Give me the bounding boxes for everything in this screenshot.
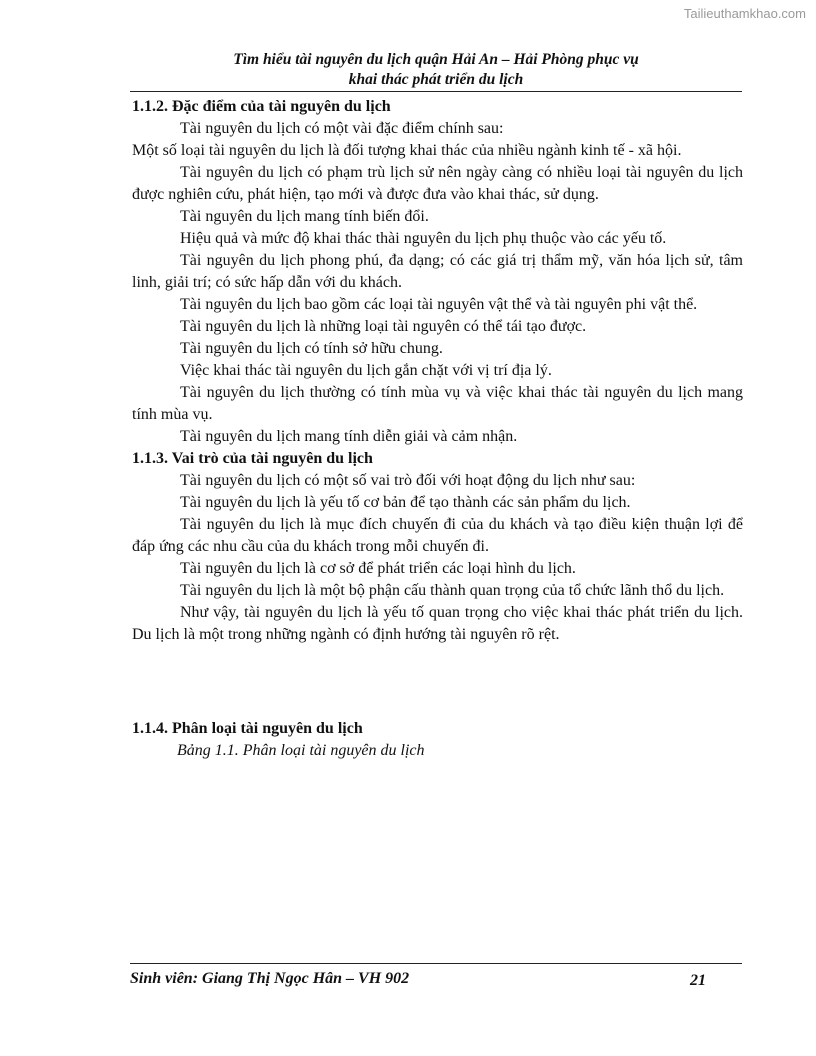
heading-1-1-3: 1.1.3. Vai trò của tài nguyên du lịch [132,450,373,467]
footer-student: Sinh viên: Giang Thị Ngọc Hân – VH 902 [130,970,410,987]
paragraph: Việc khai thác tài nguyên du lịch gắn chặt với vị trí địa lý. [180,362,552,379]
paragraph: Tài nguyên du lịch bao gồm các loại tài nguyên vật thể và tài nguyên phi vật thể. [180,296,698,313]
paragraph: Tài nguyên du lịch là mục đích chuyến đi của du khách và tạo điều kiện thuận lợi để đáp ứng các nhu cầu của du khách trong mỗi chuyến đi. [132,516,743,555]
paragraph: Tài nguyên du lịch có một vài đặc điểm chính sau: [180,120,504,137]
paragraph: Tài nguyên du lịch là cơ sở để phát triển các loại hình du lịch. [180,560,576,577]
paragraph: Tài nguyên du lịch mang tính biến đổi. [180,208,429,225]
watermark: Tailieuthamkhao.com [683,6,806,21]
paragraph: Tài nguyên du lịch mang tính diễn giải và cảm nhận. [180,428,518,445]
heading-1-1-4: 1.1.4. Phân loại tài nguyên du lịch [132,720,363,737]
paragraph: Tài nguyên du lịch có một số vai trò đối với hoạt động du lịch như sau: [180,472,636,489]
paragraph: Tài nguyên du lịch là những loại tài nguyên có thể tái tạo được. [180,318,587,335]
paragraph: Tài nguyên du lịch thường có tính mùa vụ và việc khai thác tài nguyên du lịch mang tính mùa vụ. [132,384,743,423]
document-body [132,96,743,762]
paragraph: Tài nguyên du lịch phong phú, đa dạng; có các giá trị thẩm mỹ, văn hóa lịch sử, tâm linh, giải trí; có sức hấp dẫn với du khách. [132,252,743,291]
footer-divider [130,963,742,964]
section-gap [132,646,743,718]
header-line-1: Tìm hiểu tài nguyên du lịch quận Hải An – Hải Phòng phục vụ [233,51,639,68]
paragraph: Tài nguyên du lịch là một bộ phận cấu thành quan trọng của tổ chức lãnh thổ du lịch. [180,582,725,599]
header-line-2: khai thác phát triển du lịch [348,71,524,88]
header-divider [130,91,742,92]
paragraph: Như vậy, tài nguyên du lịch là yếu tố quan trọng cho việc khai thác phát triển du lịch. Du lịch là một trong những ngành có định hướng tài nguyên rõ rệt. [132,604,743,643]
paragraph: Hiệu quả và mức độ khai thác thài nguyên du lịch phụ thuộc vào các yếu tố. [180,230,667,247]
paragraph: Tài nguyên du lịch là yếu tố cơ bản để tạo thành các sản phẩm du lịch. [180,494,631,511]
table-caption: Bảng 1.1. Phân loại tài nguyên du lịch [177,742,425,759]
paragraph: Tài nguyên du lịch có tính sở hữu chung. [180,340,443,357]
paragraph: Một số loại tài nguyên du lịch là đối tượng khai thác của nhiều ngành kinh tế - xã hội. [132,142,682,159]
page-header [130,50,742,90]
heading-1-1-2: 1.1.2. Đặc điểm của tài nguyên du lịch [132,98,391,115]
paragraph: Tài nguyên du lịch có phạm trù lịch sử nên ngày càng có nhiều loại tài nguyên du lịch được nghiên cứu, phát hiện, tạo mới và được đưa vào khai thác, sử dụng. [132,164,743,203]
page-number: 21 [690,972,706,989]
